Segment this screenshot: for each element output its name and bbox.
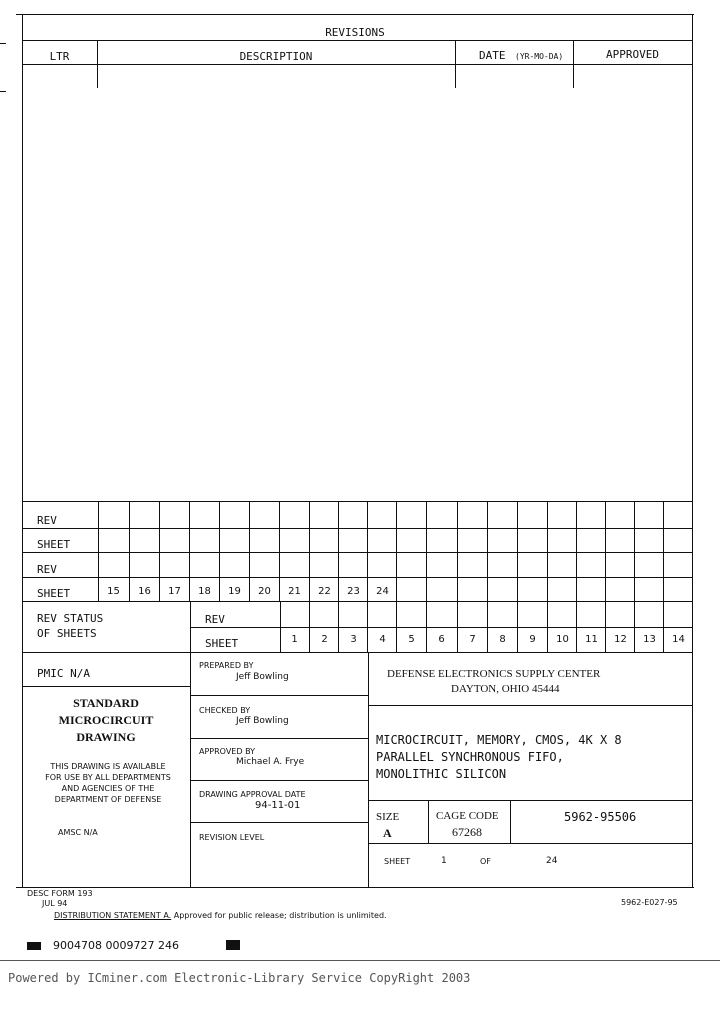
desc-form: DESC FORM 193 — [27, 889, 93, 898]
cage-divider — [510, 800, 511, 843]
margin-tick — [0, 43, 6, 44]
signature-divider — [368, 652, 369, 887]
sheet-rule — [368, 843, 692, 844]
signature-rule — [190, 780, 368, 781]
drawing-title-line2: PARALLEL SYNCHRONOUS FIFO, — [376, 750, 564, 764]
agency-city: DAYTON, OHIO 45444 — [451, 683, 560, 695]
microcircuit-title: MICROCIRCUIT — [58, 713, 154, 727]
revisions-header-rule — [22, 64, 692, 65]
pmic: PMIC N/A — [37, 667, 90, 680]
drawing-title: DRAWING — [76, 730, 136, 744]
sheet-number: 6 — [438, 634, 445, 645]
title-block-divider — [190, 601, 191, 887]
distribution-label: DISTRIBUTION STATEMENT A. — [54, 911, 172, 920]
sheet-number: 15 — [107, 586, 120, 597]
standard-title: STANDARD — [73, 696, 139, 710]
grid-bottom-rule — [22, 652, 692, 653]
top-border — [16, 14, 694, 15]
grid-cell-divider — [517, 501, 518, 601]
barcode-block-left — [27, 942, 41, 950]
sheet-label: SHEET — [37, 587, 71, 600]
signature-rule — [190, 695, 368, 696]
sheet-info-of: OF — [480, 857, 491, 866]
date-format: (YR-MO-DA) — [515, 52, 564, 61]
grid-rule — [22, 528, 692, 529]
right-border — [692, 14, 693, 888]
ltr-header: LTR — [49, 50, 70, 63]
grid-rule — [22, 577, 692, 578]
barcode-number: 9004708 0009727 246 — [53, 939, 179, 952]
amsc: AMSC N/A — [58, 828, 98, 837]
sheet-number: 10 — [556, 634, 569, 645]
revision-level-label: REVISION LEVEL — [199, 833, 265, 842]
date-header: DATE — [479, 49, 506, 62]
size-rule — [368, 800, 692, 801]
sheet-number: 9 — [529, 634, 536, 645]
size-value: A — [383, 826, 392, 840]
sheet-number: 19 — [228, 586, 241, 597]
grid-cell-divider — [576, 501, 577, 601]
form-code: 5962-E027-95 — [621, 898, 678, 907]
grid-top-rule — [22, 501, 692, 502]
drawing-title-line3: MONOLITHIC SILICON — [376, 767, 507, 781]
desc-form-date: JUL 94 — [42, 899, 68, 908]
sheet-number: 23 — [347, 586, 360, 597]
approval-date-label: DRAWING APPROVAL DATE — [199, 790, 306, 799]
approved-by-name: Michael A. Frye — [236, 757, 305, 767]
col-divider — [97, 40, 98, 88]
cage-code-label: CAGE CODE — [436, 810, 499, 822]
sheet-number: 20 — [258, 586, 271, 597]
sheet-number: 14 — [672, 634, 685, 645]
sheet-number: 3 — [350, 634, 357, 645]
sheet-number: 13 — [643, 634, 656, 645]
powered-by: Powered by ICminer.com Electronic-Library Service CopyRight 2003 — [8, 971, 471, 985]
sheet-label: SHEET — [205, 637, 239, 650]
size-divider — [428, 800, 429, 843]
grid-cell-divider — [457, 501, 458, 601]
margin-tick — [0, 91, 6, 92]
grid-rule — [190, 627, 692, 628]
rev-label: REV — [205, 613, 225, 626]
sheet-number: 12 — [614, 634, 627, 645]
drawing-title-line1: MICROCIRCUIT, MEMORY, CMOS, 4K X 8 — [376, 733, 622, 747]
size-label: SIZE — [376, 811, 400, 823]
cage-code-value: 67268 — [452, 825, 482, 839]
grid-cell-divider — [426, 501, 427, 601]
availability-note: THIS DRAWING IS AVAILABLE — [50, 762, 166, 771]
sheet-number: 1 — [291, 634, 298, 645]
agency-rule — [368, 705, 692, 706]
sheet-number: 17 — [168, 586, 181, 597]
sheet-number: 2 — [321, 634, 328, 645]
rev-label: REV — [37, 514, 57, 527]
sheet-number: 24 — [376, 586, 389, 597]
sheet-info-label: SHEET — [384, 857, 411, 866]
sheet-number: 5 — [408, 634, 415, 645]
grid-cell-divider — [663, 501, 664, 601]
sheet-number: 4 — [379, 634, 386, 645]
approved-header: APPROVED — [606, 48, 659, 61]
prepared-by-name: Jeff Bowling — [236, 672, 289, 682]
grid-cell-divider — [547, 501, 548, 601]
agency-name: DEFENSE ELECTRONICS SUPPLY CENTER — [387, 668, 601, 680]
sheet-number: 18 — [198, 586, 211, 597]
availability-note: DEPARTMENT OF DEFENSE — [54, 795, 162, 804]
sheet-number: 22 — [318, 586, 331, 597]
sheet-info-number: 1 — [441, 856, 447, 866]
approved-by-label: APPROVED BY — [199, 747, 256, 756]
left-border — [22, 14, 23, 888]
checked-by-name: Jeff Bowling — [236, 716, 289, 726]
checked-by-label: CHECKED BY — [199, 706, 251, 715]
grid-rule — [22, 601, 692, 602]
sheet-number: 16 — [138, 586, 151, 597]
grid-cell-divider — [634, 501, 635, 601]
description-header: DESCRIPTION — [239, 50, 313, 63]
signature-rule — [190, 822, 368, 823]
availability-note: FOR USE BY ALL DEPARTMENTS — [45, 773, 171, 782]
grid-cell-divider — [605, 501, 606, 601]
pmic-rule — [22, 686, 190, 687]
sheet-number: 11 — [585, 634, 598, 645]
bottom-border — [16, 887, 694, 888]
revisions-title: REVISIONS — [325, 26, 385, 39]
sheet-number: 7 — [469, 634, 476, 645]
col-divider — [455, 40, 456, 88]
drawing-number: 5962-95506 — [564, 810, 637, 824]
availability-note: AND AGENCIES OF THE — [61, 784, 155, 793]
distribution-statement — [54, 911, 387, 920]
rev-status-line1: REV STATUS — [37, 612, 104, 625]
sheet-info-total: 24 — [546, 856, 558, 866]
signature-rule — [190, 738, 368, 739]
rev-status-line2: OF SHEETS — [37, 627, 97, 640]
rev-label: REV — [37, 563, 57, 576]
revisions-rule — [22, 40, 692, 41]
distribution-text: Approved for public release; distribution is unlimited. — [173, 911, 387, 920]
grid-rule — [22, 552, 692, 553]
barcode-block-right — [226, 940, 240, 950]
sheet-number: 8 — [499, 634, 506, 645]
footer-rule — [0, 960, 720, 961]
sheet-label: SHEET — [37, 538, 71, 551]
grid-cell-divider — [487, 501, 488, 601]
prepared-by-label: PREPARED BY — [199, 661, 254, 670]
approval-date: 94-11-01 — [255, 800, 301, 811]
sheet-number: 21 — [288, 586, 301, 597]
